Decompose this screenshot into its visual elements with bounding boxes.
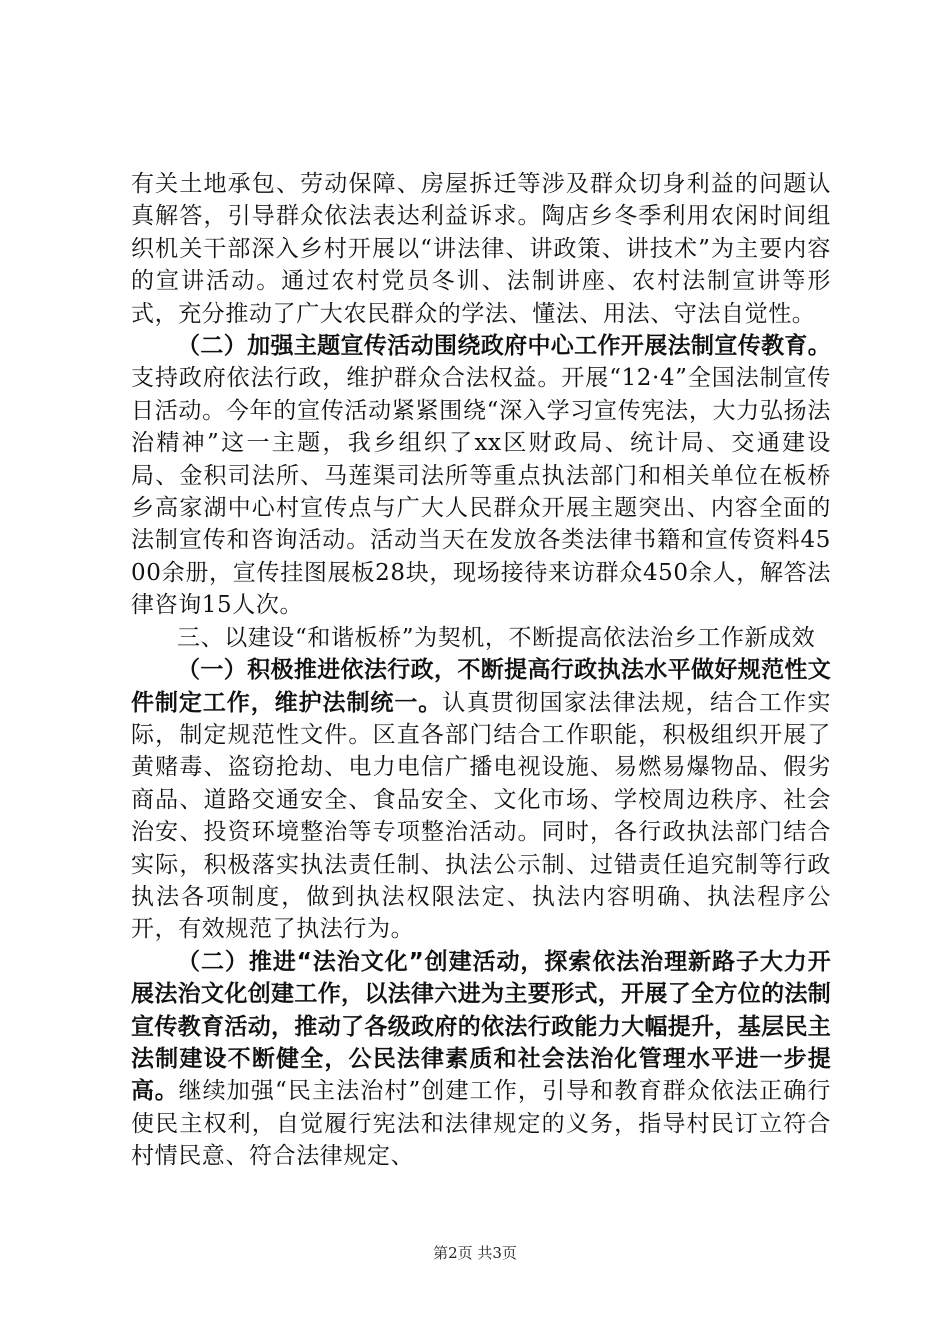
paragraph-2-text: 支持政府依法行政，维护群众合法权益。开展“12·4”全国法制宣传日活动。今年的宣传活动紧紧围绕“深入学习宣传宪法，大力弘扬法治精神”这一主题，我乡组织了xx区财政局、统计局、交通建设局、金积司法所、马莲渠司法所等重点执法部门和相关单位在板桥乡高家湖中心村宣传点与广大人民群众开展主题突出、内容全面的法制宣传和咨询活动。活动当天在发放各类法律书籍和宣传资料4500余册，宣传挂图展板28块，现场接待来访群众450余人，解答法律咨询15人次。: [131, 365, 831, 619]
document-body: [131, 168, 831, 1173]
section-heading-3-text: 三、以建设“和谐板桥”为契机，不断提高依法治乡工作新成效: [177, 624, 816, 651]
paragraph-2-heading: （二）加强主题宣传活动围绕政府中心工作开展法制宣传教育。: [177, 333, 831, 360]
paragraph-5: [131, 946, 831, 1173]
page-number-label: 第2页 共3页: [433, 1244, 517, 1262]
paragraph-5-text: 继续加强“民主法治村”创建工作，引导和教育群众依法正确行使民主权利，自觉履行宪法和法律规定的义务，指导村民订立符合村情民意、符合法律规定、: [131, 1078, 831, 1170]
paragraph-4: [131, 654, 831, 946]
paragraph-4-heading: （一）积极推进依法行政，不断提高行政执法水平做好规范性文件制定工作，维护法制统一。: [131, 657, 831, 716]
paragraph-5-heading: （二）推进“法治文化”创建活动，探索依法治理新路子大力开展法治文化创建工作，以法律六进为主要形式，开展了全方位的法制宣传教育活动，推动了各级政府的依法行政能力大幅提升，基层民主法制建设不断健全，公民法律素质和社会法治化管理水平进一步提高。: [131, 948, 831, 1105]
page-footer: [0, 1242, 950, 1263]
paragraph-2: [131, 330, 831, 622]
paragraph-1: [131, 168, 831, 330]
section-heading-3: [131, 622, 831, 654]
paragraph-4-text: 认真贯彻国家法律法规，结合工作实际，制定规范性文件。区直各部门结合工作职能，积极组织开展了黄赌毒、盗窃抢劫、电力电信广播电视设施、易燃易爆物品、假劣商品、道路交通安全、食品安全、文化市场、学校周边秩序、社会治安、投资环境整治等专项整治活动。同时，各行政执法部门结合实际，积极落实执法责任制、执法公示制、过错责任追究制等行政执法各项制度，做到执法权限法定、执法内容明确、执法程序公开，有效规范了执法行为。: [131, 689, 831, 943]
paragraph-1-text: 有关土地承包、劳动保障、房屋拆迁等涉及群众切身利益的问题认真解答，引导群众依法表达利益诉求。陶店乡冬季利用农闲时间组织机关干部深入乡村开展以“讲法律、讲政策、讲技术”为主要内容的宣讲活动。通过农村党员冬训、法制讲座、农村法制宣讲等形式，充分推动了广大农民群众的学法、懂法、用法、守法自觉性。: [131, 171, 831, 327]
